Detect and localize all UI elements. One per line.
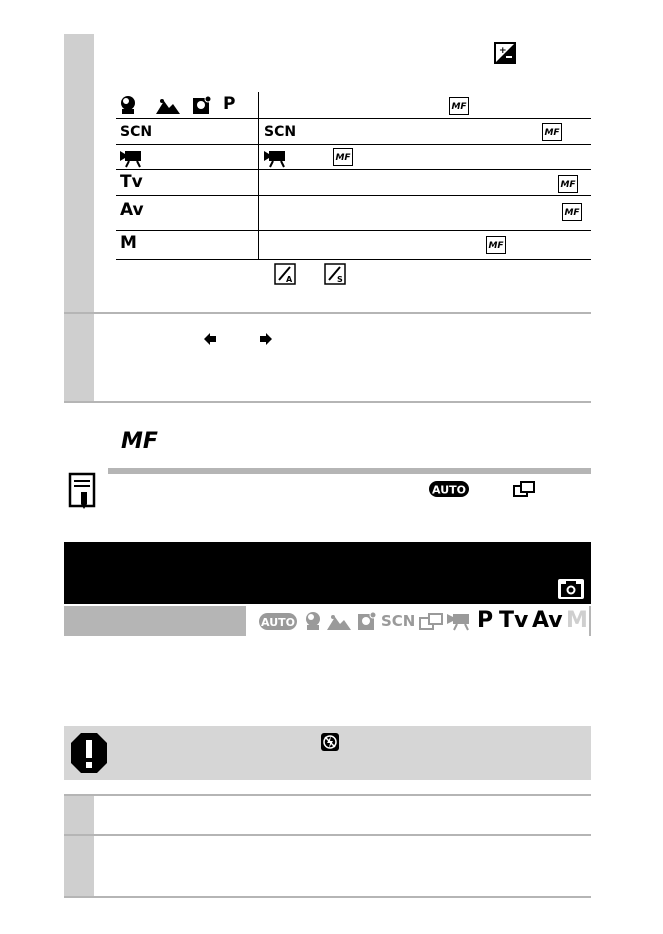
stitch-assist-icon: [418, 612, 444, 631]
mode-label-m: M: [120, 233, 137, 253]
step-divider: [64, 312, 591, 314]
manual-focus-icon: MF: [333, 148, 353, 166]
movie-mode-icon: [120, 148, 144, 168]
landscape-mode-icon: [327, 613, 351, 631]
manual-focus-icon: MF: [486, 236, 506, 254]
av-mode-label: Av: [532, 608, 563, 633]
color-accent-icon: [274, 263, 296, 285]
stitch-assist-icon: [512, 480, 536, 498]
night-scene-icon: [192, 95, 212, 115]
note-rule: [108, 468, 591, 474]
camera-icon: [557, 578, 585, 600]
right-arrow-icon: [260, 330, 272, 342]
manual-focus-icon: MF: [449, 97, 469, 115]
m-mode-label: M: [566, 608, 588, 633]
landscape-mode-icon: [156, 97, 180, 115]
step-1-bar: [64, 34, 94, 312]
note-icon: [68, 472, 98, 510]
step-2-bar: [64, 836, 94, 896]
svg-text:A: A: [286, 275, 293, 284]
exposure-compensation-icon: [494, 42, 516, 64]
mode-label-av: Av: [120, 200, 144, 220]
color-swap-icon: [324, 263, 346, 285]
night-scene-icon: [357, 611, 377, 631]
portrait-mode-icon: [303, 611, 323, 631]
manual-focus-icon: MF: [542, 123, 562, 141]
table-line: [116, 144, 591, 145]
scn-mode-label: SCN: [381, 612, 416, 630]
left-arrow-icon: [204, 330, 216, 342]
table-line: [116, 230, 591, 231]
caution-icon: [70, 732, 108, 774]
mode-label-tv: Tv: [120, 172, 143, 192]
mode-label-scn: SCN: [120, 124, 153, 140]
table-line: [116, 195, 591, 196]
manual-focus-icon: MF: [558, 175, 578, 193]
svg-text:AUTO: AUTO: [261, 616, 295, 629]
tv-mode-label: Tv: [499, 608, 529, 633]
table-line: [116, 169, 591, 170]
step-divider: [64, 401, 591, 403]
table-column-divider: [258, 92, 259, 259]
mode-bar-edge: [589, 606, 591, 636]
p-mode-label: P: [477, 608, 494, 633]
step-divider: [64, 896, 591, 898]
flash-off-icon: [320, 732, 340, 752]
table-line: [116, 259, 591, 260]
svg-text:+: +: [499, 46, 507, 56]
portrait-mode-icon: [118, 95, 140, 115]
manual-focus-icon: MF: [562, 203, 582, 221]
mf-indicator-text: MF: [121, 429, 158, 454]
step-2-bar: [64, 314, 94, 401]
step-1-bar: [64, 796, 94, 834]
section-header: [64, 542, 591, 604]
svg-text:S: S: [337, 275, 343, 284]
step-divider: [64, 834, 591, 836]
auto-mode-icon: [258, 612, 298, 631]
auto-mode-icon: [428, 480, 470, 498]
movie-mode-icon: [447, 611, 473, 631]
table-line: [116, 118, 591, 119]
step-divider: [64, 794, 591, 796]
movie-mode-icon: [264, 148, 288, 168]
svg-text:AUTO: AUTO: [432, 483, 466, 497]
mode-label-p: P: [223, 94, 236, 114]
scn-inline-label: SCN: [264, 124, 297, 140]
